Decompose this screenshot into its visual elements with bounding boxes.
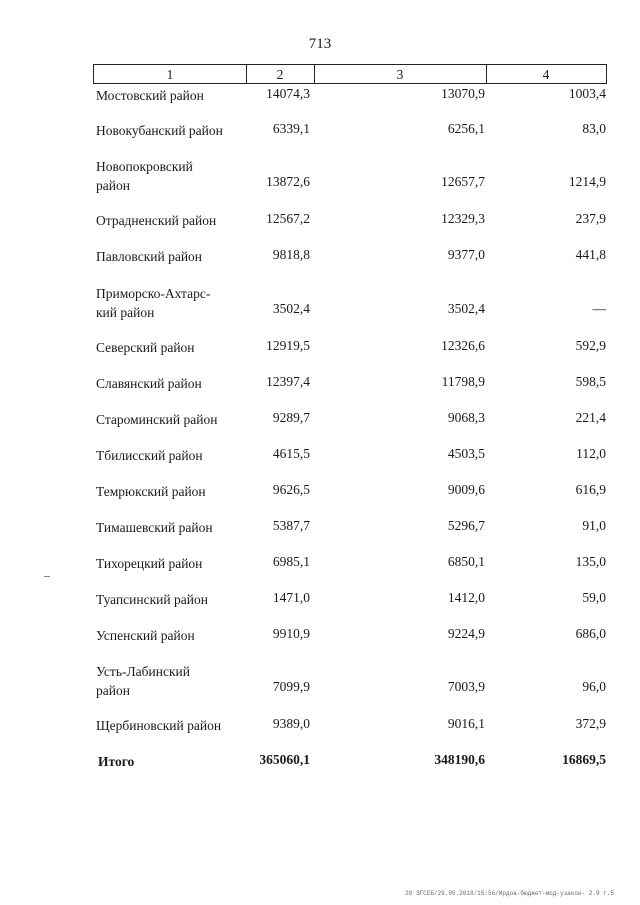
- value-col-4: 598,5: [575, 374, 606, 389]
- district-name: Туапсинский район: [96, 592, 208, 607]
- value-col-3: 11798,9: [441, 374, 485, 389]
- value-col-3: 12326,6: [441, 338, 485, 353]
- value-col-3: 9224,9: [447, 626, 485, 641]
- value-col-2: 5387,7: [272, 518, 310, 533]
- value-col-3: 3502,4: [447, 301, 485, 316]
- footer-stamp: 20 ЗГСЕБ/29.05.2018/15:56/Ирдоа-бюджет-мод-узакон- 2.9 г.5: [405, 890, 614, 897]
- value-col-2: 1471,0: [272, 590, 310, 605]
- value-col-2: 13872,6: [266, 174, 310, 189]
- header-col-2: 2: [276, 67, 284, 82]
- district-name: Павловский район: [96, 249, 203, 264]
- value-col-2: 3502,4: [272, 301, 310, 316]
- district-name: Темрюкский район: [96, 484, 206, 499]
- value-col-4: 83,0: [582, 121, 606, 136]
- value-col-3: 9068,3: [447, 410, 485, 425]
- district-name: Тихорецкий район: [96, 556, 203, 571]
- value-col-2: 4615,5: [272, 446, 310, 461]
- value-col-4: 616,9: [575, 482, 606, 497]
- value-col-3: 9016,1: [447, 716, 485, 731]
- value-col-2: 9289,7: [272, 410, 310, 425]
- total-col-3: 348190,6: [434, 752, 485, 767]
- value-col-3: 9009,6: [447, 482, 485, 497]
- district-name: Новокубанский район: [96, 123, 223, 138]
- value-col-2: 6985,1: [272, 554, 310, 569]
- value-col-4: 96,0: [582, 679, 606, 694]
- value-col-3: 13070,9: [441, 86, 485, 101]
- value-col-4: 59,0: [582, 590, 606, 605]
- value-col-4: 237,9: [575, 211, 606, 226]
- district-name: Тимашевский район: [96, 520, 213, 535]
- header-col-4: 4: [542, 67, 550, 82]
- value-col-2: 6339,1: [272, 121, 310, 136]
- district-name: Новопокровский район: [96, 159, 193, 193]
- value-col-4: 135,0: [575, 554, 606, 569]
- district-name: Староминский район: [96, 412, 218, 427]
- value-col-2: 9910,9: [272, 626, 310, 641]
- value-col-4: 112,0: [576, 446, 606, 461]
- page-number: 713: [308, 36, 332, 52]
- district-name: Успенский район: [96, 628, 195, 643]
- value-col-4: 1003,4: [568, 86, 606, 101]
- value-col-3: 6256,1: [447, 121, 485, 136]
- district-name: Тбилисский район: [96, 448, 203, 463]
- value-col-2: 12397,4: [266, 374, 310, 389]
- value-col-2: 12919,5: [266, 338, 310, 353]
- value-col-4: 221,4: [575, 410, 606, 425]
- district-name: Мостовский район: [96, 88, 204, 103]
- value-col-3: 4503,5: [447, 446, 485, 461]
- value-col-3: 1412,0: [447, 590, 485, 605]
- value-col-4: 372,9: [575, 716, 606, 731]
- value-col-3: 5296,7: [447, 518, 485, 533]
- header-col-1: 1: [166, 67, 174, 82]
- total-col-4: 16869,5: [562, 752, 606, 767]
- value-col-4: 91,0: [582, 518, 606, 533]
- value-col-3: 9377,0: [447, 247, 485, 262]
- value-col-4: 1214,9: [568, 174, 606, 189]
- district-name: Усть-Лабинский район: [96, 664, 190, 698]
- district-name: Славянский район: [96, 376, 202, 391]
- value-col-3: 12657,7: [441, 174, 485, 189]
- value-col-2: 9818,8: [272, 247, 310, 262]
- header-col-3: 3: [396, 67, 404, 82]
- total-label: Итого: [98, 754, 135, 769]
- district-name: Щербиновский район: [96, 718, 222, 733]
- value-col-3: 12329,3: [441, 211, 485, 226]
- scan-mark: [44, 576, 50, 577]
- value-col-4: 686,0: [575, 626, 606, 641]
- district-name: Северский район: [96, 340, 195, 355]
- value-col-2: 9389,0: [272, 716, 310, 731]
- value-col-4: —: [592, 301, 606, 316]
- value-col-4: 441,8: [575, 247, 606, 262]
- district-name: Приморско-Ахтарс- кий район: [96, 286, 211, 320]
- value-col-3: 6850,1: [447, 554, 485, 569]
- value-col-2: 14074,3: [266, 86, 310, 101]
- total-col-2: 365060,1: [259, 752, 310, 767]
- value-col-2: 12567,2: [266, 211, 310, 226]
- district-name: Отрадненский район: [96, 213, 217, 228]
- value-col-2: 7099,9: [272, 679, 310, 694]
- value-col-4: 592,9: [575, 338, 606, 353]
- value-col-2: 9626,5: [272, 482, 310, 497]
- table-header: [93, 64, 607, 84]
- value-col-3: 7003,9: [447, 679, 485, 694]
